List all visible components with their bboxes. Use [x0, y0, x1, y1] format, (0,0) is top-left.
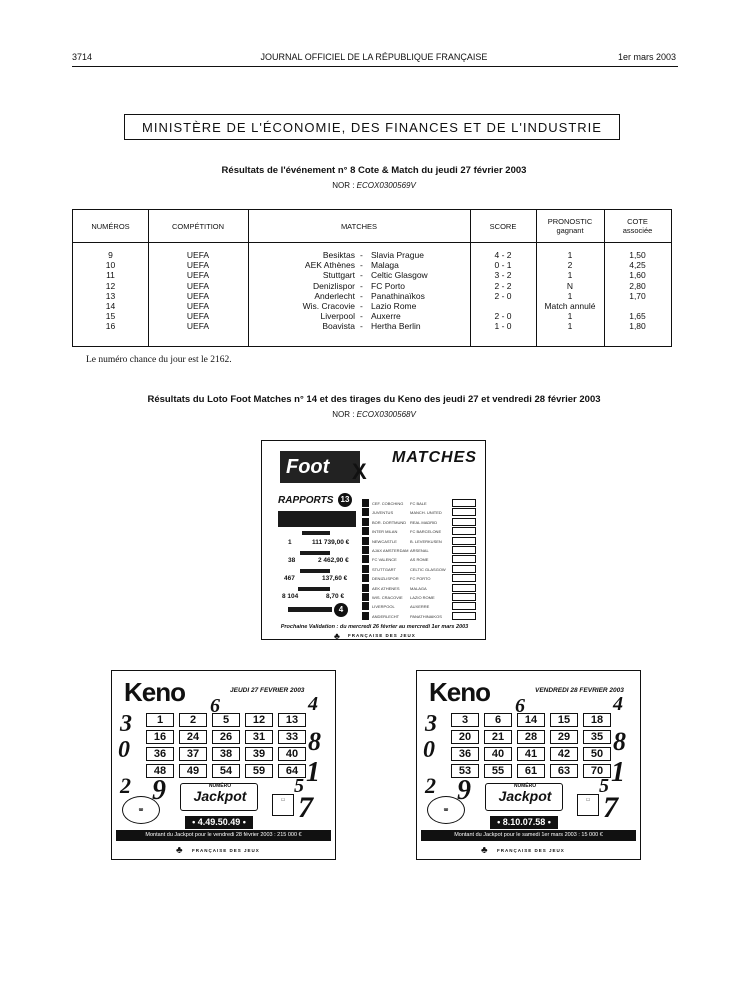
decor-digit: 9: [152, 775, 166, 806]
result-grid: [452, 499, 476, 507]
cell-score: 1 - 0: [494, 321, 512, 332]
foot-team-away: AS ROME: [410, 557, 429, 563]
cell-score: 2 - 0: [494, 290, 512, 301]
foot-match-row: [362, 612, 478, 621]
fdj-label: FRANÇAISE DES JEUX: [497, 848, 565, 853]
keno-number-cell: 28: [517, 730, 545, 744]
keno-number-cell: 53: [451, 764, 479, 778]
keno-number-cell: 16: [146, 730, 174, 744]
decor-digit: 0: [118, 737, 130, 763]
cell-num: 9: [108, 250, 113, 260]
foot-match-row: [362, 518, 478, 527]
match-number-box: [362, 518, 369, 526]
jackpot-amount-banner: Montant du Jackpot pour le vendredi 28 février 2003 : 215 000 €: [116, 830, 331, 841]
foot-team-away: CELTIC GLASGOW: [410, 566, 446, 572]
decor-digit: 9: [457, 775, 471, 806]
foot-team-away: REAL MADRID: [410, 519, 438, 525]
foot-team-home: INTER MILAN: [372, 529, 398, 535]
keno-logo: Keno: [124, 677, 185, 707]
keno-number-cell: 59: [245, 764, 273, 778]
cell-home-team: Anderlecht: [314, 290, 355, 301]
cell-away-team: Lazio Rome: [371, 301, 417, 311]
rapport-count: 1: [288, 539, 292, 546]
foot-team-home: JUVENTUS: [372, 510, 394, 516]
foot-team-home: ANDERLECHT: [372, 613, 400, 619]
jackpot-title: Jackpot: [498, 788, 552, 804]
rapport-value: 111 739,00 €: [312, 539, 350, 546]
foot-team-away: FC BARCELONE: [410, 529, 442, 535]
result-grid: [452, 527, 476, 535]
foot-match-row: [362, 537, 478, 546]
jackpot-amount-banner: Montant du Jackpot pour le samedi 1er mars 2003 : 15 000 €: [421, 830, 636, 841]
match-number-box: [362, 527, 369, 535]
circle-badge: 4: [334, 603, 348, 617]
foot-match-row: [362, 593, 478, 602]
cell-away-team: Malaga: [371, 260, 399, 271]
keno-number-cell: 35: [583, 730, 611, 744]
fdj-label: FRANÇAISE DES JEUX: [192, 848, 260, 853]
cell-dash: -: [360, 250, 363, 260]
foot-match-row: [362, 584, 478, 593]
result-grid: [452, 584, 476, 592]
clover-icon: ♣: [481, 845, 488, 856]
table-row: [73, 311, 671, 321]
cell-home-team: Boavista: [322, 321, 355, 332]
cell-num: 11: [106, 270, 115, 281]
rapport-count: 467: [284, 575, 295, 582]
keno-number-cell: 64: [278, 764, 306, 778]
cell-dash: -: [360, 280, 363, 291]
cell-competition: UEFA: [186, 311, 210, 322]
decor-digit: 5: [294, 775, 304, 797]
keno-number-cell: 50: [583, 747, 611, 761]
cell-cote: 1,65: [629, 311, 646, 322]
decor-digit: 4: [613, 693, 623, 715]
cell-away-team: Slavia Prague: [371, 250, 424, 260]
cell-dash: -: [360, 301, 363, 311]
cell-dash: -: [360, 321, 363, 332]
decor-digit: 2: [120, 773, 131, 798]
result-grid: [452, 612, 476, 620]
foot-matches-title: MATCHES: [392, 449, 477, 466]
clover-icon: ♣: [176, 845, 183, 856]
cell-dash: -: [360, 290, 363, 301]
foot-team-away: MALAGA: [410, 585, 427, 591]
table-row: [73, 260, 671, 270]
keno-number-cell: 15: [550, 713, 578, 727]
cell-pronostic: 1: [567, 311, 573, 322]
redacted-block: [278, 511, 356, 527]
cell-away-team: Auxerre: [371, 311, 401, 322]
cell-home-team: AEK Athènes: [304, 260, 355, 271]
cell-dash: -: [360, 270, 363, 281]
redacted-block: [288, 607, 332, 612]
decor-digit: 8: [613, 727, 626, 756]
nor-label: NOR :: [332, 410, 355, 419]
rapport-value: 8,70 €: [326, 593, 345, 600]
cell-cote: 2,80: [629, 280, 646, 291]
keno-number-cell: 38: [212, 747, 240, 761]
match-number-box: [362, 565, 369, 573]
decor-digit: 4: [308, 693, 318, 715]
match-number-box: [362, 602, 369, 610]
keno-number-cell: 39: [245, 747, 273, 761]
cell-competition: UEFA: [186, 280, 210, 291]
cell-competition: UEFA: [186, 321, 210, 332]
foot-logo: Foot: [280, 451, 360, 483]
match-number-box: [362, 508, 369, 516]
cell-score: 0 - 1: [494, 260, 512, 271]
cell-pronostic: 1: [567, 321, 573, 332]
header-divider: [73, 242, 671, 243]
nor-code: ECOX0300569V: [356, 181, 416, 190]
keno-number-cell: 42: [550, 747, 578, 761]
table-row: [73, 270, 671, 280]
keno-number-cell: 18: [583, 713, 611, 727]
cell-score: 2 - 2: [494, 280, 512, 291]
cell-home-team: Besiktas: [322, 250, 355, 260]
result-grid: [452, 537, 476, 545]
foot-match-row: [362, 555, 478, 564]
match-number-box: [362, 612, 369, 620]
keno-number-cell: 12: [245, 713, 273, 727]
header-competition: COMPÉTITION: [171, 221, 225, 231]
cell-score: 4 - 2: [494, 250, 512, 260]
cell-num: 16: [105, 321, 116, 332]
keno-logo: Keno: [429, 677, 490, 707]
foot-team-away: ARSENAL: [410, 548, 429, 553]
table-row: [73, 301, 671, 311]
rapport-count: 38: [288, 557, 296, 564]
jackpot-label: NUMÉRO: [513, 783, 537, 789]
foot-match-row: [362, 565, 478, 574]
foot-team-home: DENIZLISPOR: [372, 576, 399, 582]
keno-number-cell: 26: [212, 730, 240, 744]
cell-num: 15: [105, 311, 116, 322]
result-grid: [452, 518, 476, 526]
match-number-box: [362, 499, 369, 507]
keno-number-cell: 36: [146, 747, 174, 761]
foot-team-away: B. LEVERKUSEN: [410, 538, 442, 544]
cell-home-team: Wis. Cracovie: [302, 301, 355, 311]
keno-number-cell: 63: [550, 764, 578, 778]
jackpot-title: Jackpot: [193, 788, 247, 804]
decor-digit: 2: [425, 773, 436, 798]
match-number-box: [362, 537, 369, 545]
cell-num: 10: [105, 260, 116, 271]
foot-team-away: MANCH. UNITED: [410, 510, 442, 516]
clover-icon: ♣: [334, 631, 340, 641]
cell-num: 14: [105, 301, 116, 311]
redacted-block: [300, 569, 330, 573]
table-row: [73, 321, 671, 331]
decor-digit: 6: [515, 695, 525, 717]
section1-title: Résultats de l'événement n° 8 Cote & Match du jeudi 27 février 2003: [221, 165, 527, 176]
cell-home-team: Stuttgart: [322, 270, 355, 281]
keno-number-cell: 40: [484, 747, 512, 761]
foot-match-row: [362, 602, 478, 611]
header-numeros: NUMÉROS: [91, 221, 130, 231]
cell-cote: 1,50: [629, 250, 646, 260]
cell-cote: 1,80: [629, 321, 646, 332]
table-row: [73, 291, 671, 301]
cell-competition: UEFA: [186, 260, 210, 271]
rapport-value: 137,60 €: [322, 575, 348, 582]
keno-number-cell: 5: [212, 713, 240, 727]
foot-match-row: [362, 574, 478, 583]
decor-digit: 8: [308, 727, 321, 756]
cell-home-team: Denizlispor: [312, 280, 355, 291]
decor-digit: 3: [425, 711, 437, 737]
decor-digit: 7: [603, 791, 618, 824]
nor-code: ECOX0300568V: [356, 410, 416, 419]
keno-number-cell: 49: [179, 764, 207, 778]
rapport-count: 8 104: [282, 593, 299, 600]
chance-number-text: Le numéro chance du jour est le 2162.: [86, 355, 232, 365]
keno-number-cell: 2: [179, 713, 207, 727]
decor-digit: 6: [210, 695, 220, 717]
redacted-block: [300, 551, 330, 555]
keno-number-cell: 29: [550, 730, 578, 744]
keno-number-cell: 6: [484, 713, 512, 727]
decor-digit: 1: [306, 757, 320, 788]
match-number-box: [362, 546, 369, 554]
keno-number-cell: 24: [179, 730, 207, 744]
table-row: [73, 281, 671, 291]
result-grid: [452, 574, 476, 582]
match-number-box: [362, 584, 369, 592]
cell-pronostic: 1: [567, 270, 573, 281]
keno-number-cell: 54: [212, 764, 240, 778]
page-number: 3714: [72, 52, 93, 62]
foot-team-home: FC VALENCE: [372, 557, 397, 563]
keno-box-thursday: [111, 670, 336, 860]
cell-home-team: Liverpool: [320, 311, 355, 322]
journal-title: JOURNAL OFFICIEL DE LA RÉPUBLIQUE FRANÇAISE: [260, 52, 488, 62]
keno-number-cell: 40: [278, 747, 306, 761]
phone-icon: ☎: [427, 796, 465, 824]
keno-date: JEUDI 27 FEVRIER 2003: [230, 687, 305, 694]
keno-number-cell: 31: [245, 730, 273, 744]
keno-number-cell: 1: [146, 713, 174, 727]
jackpot-code: • 8.10.07.58 •: [490, 816, 558, 829]
foot-match-row: [362, 527, 478, 536]
jackpot-box: [180, 783, 258, 827]
header-matches: MATCHES: [340, 221, 378, 231]
keno-number-cell: 3: [451, 713, 479, 727]
keno-number-cell: 41: [517, 747, 545, 761]
foot-team-home: AEK ATHENES: [372, 585, 400, 591]
keno-number-cell: 33: [278, 730, 306, 744]
cell-pronostic: 1: [567, 290, 573, 301]
keno-number-cell: 13: [278, 713, 306, 727]
keno-info-icon: ☐: [577, 794, 599, 816]
result-grid: [452, 546, 476, 554]
match-number-box: [362, 593, 369, 601]
cell-pronostic: 2: [567, 260, 573, 271]
cell-away-team: Hertha Berlin: [371, 321, 421, 332]
cell-num: 13: [105, 290, 116, 301]
keno-number-cell: 55: [484, 764, 512, 778]
cell-away-team: Panathinaïkos: [371, 290, 425, 301]
keno-number-cell: 48: [146, 764, 174, 778]
foot-team-home: WIS. CRACOVIE: [372, 595, 403, 600]
header-score: SCORE: [489, 221, 517, 231]
result-grid: [452, 555, 476, 563]
results-table: [72, 209, 672, 347]
foot-team-away: PANATHINAIKOS: [410, 613, 442, 619]
section1-nor: [0, 181, 748, 190]
jackpot-box: [485, 783, 563, 827]
foot-team-home: AJAX AMSTERDAM: [372, 548, 409, 553]
cell-score: 3 - 2: [494, 270, 512, 281]
foot-team-away: FC PORTO: [410, 576, 431, 582]
foot-x-logo: X: [352, 459, 367, 484]
cell-score: 2 - 0: [494, 311, 512, 322]
jackpot-code: • 4.49.50.49 •: [185, 816, 253, 829]
redacted-block: [298, 587, 330, 591]
jackpot-label: NUMÉRO: [208, 783, 232, 789]
keno-number-cell: 37: [179, 747, 207, 761]
result-grid: [452, 593, 476, 601]
rapports-label: RAPPORTS: [278, 495, 334, 506]
keno-number-cell: 36: [451, 747, 479, 761]
foot-validation-note: Prochaine Validation : du mercredi 26 février au mercredi 1er mars 2003: [280, 624, 469, 630]
foot-team-away: LAZIO ROME: [410, 595, 435, 600]
foot-team-home: CEF. COBCHING: [372, 501, 404, 506]
redacted-block: [302, 531, 330, 535]
foot-team-away: FC BALE: [410, 501, 427, 506]
nor-label: NOR :: [332, 181, 355, 190]
header-date: 1er mars 2003: [617, 52, 676, 62]
rapport-value: 2 462,90 €: [318, 557, 349, 564]
cell-cote: 1,70: [629, 290, 646, 301]
table-row: [73, 250, 671, 260]
cell-pronostic: Match annulé: [544, 301, 596, 311]
foot-team-home: STUTTGART: [372, 566, 396, 572]
cell-competition: UEFA: [186, 250, 210, 260]
section2-nor: [0, 410, 748, 419]
result-grid: [452, 508, 476, 516]
header-pronostic: PRONOSTIC gagnant: [547, 217, 593, 235]
cell-cote: 4,25: [629, 260, 646, 271]
phone-icon: ☎: [122, 796, 160, 824]
keno-box-friday: [416, 670, 641, 860]
foot-team-away: AUXERRE: [410, 604, 430, 610]
foot-team-home: BOR. DORTMUND: [372, 519, 407, 525]
cell-away-team: FC Porto: [371, 280, 406, 291]
decor-digit: 5: [599, 775, 609, 797]
section2-title: Résultats du Loto Foot Matches n° 14 et des tirages du Keno des jeudi 27 et vendredi 28 février 2003: [147, 394, 601, 405]
cell-competition: UEFA: [186, 270, 210, 281]
cell-pronostic: N: [566, 280, 574, 291]
cell-dash: -: [360, 311, 363, 322]
keno-number-cell: 14: [517, 713, 545, 727]
keno-number-cell: 21: [484, 730, 512, 744]
keno-number-cell: 61: [517, 764, 545, 778]
header-rule: [72, 66, 678, 67]
decor-digit: 7: [298, 791, 313, 824]
foot-team-home: NEWCASTLE: [372, 538, 397, 544]
loto-foot-box: [261, 440, 486, 640]
header-cote: COTE associée: [622, 217, 653, 235]
decor-digit: 0: [423, 737, 435, 763]
cell-dash: -: [360, 260, 363, 271]
cell-num: 12: [105, 280, 116, 291]
foot-match-row: [362, 499, 478, 508]
cell-pronostic: 1: [567, 250, 573, 260]
decor-digit: 1: [611, 757, 625, 788]
keno-number-cell: 70: [583, 764, 611, 778]
cell-away-team: Celtic Glasgow: [371, 270, 428, 281]
result-grid: [452, 602, 476, 610]
cell-competition: UEFA: [186, 301, 210, 311]
keno-number-cell: 20: [451, 730, 479, 744]
keno-info-icon: ☐: [272, 794, 294, 816]
ministry-box: MINISTÈRE DE L'ÉCONOMIE, DES FINANCES ET DE L'INDUSTRIE: [124, 114, 620, 140]
decor-digit: 3: [120, 711, 132, 737]
fdj-label: FRANÇAISE DES JEUX: [348, 633, 416, 638]
rapports-count-badge: 13: [338, 493, 352, 507]
cell-cote: 1,60: [629, 270, 646, 281]
foot-team-home: LIVERPOOL: [372, 604, 395, 610]
match-number-box: [362, 574, 369, 582]
match-number-box: [362, 555, 369, 563]
cell-competition: UEFA: [186, 290, 210, 301]
result-grid: [452, 565, 476, 573]
keno-date: VENDREDI 28 FEVRIER 2003: [535, 687, 624, 694]
foot-match-row: [362, 508, 478, 517]
foot-match-row: [362, 546, 478, 555]
